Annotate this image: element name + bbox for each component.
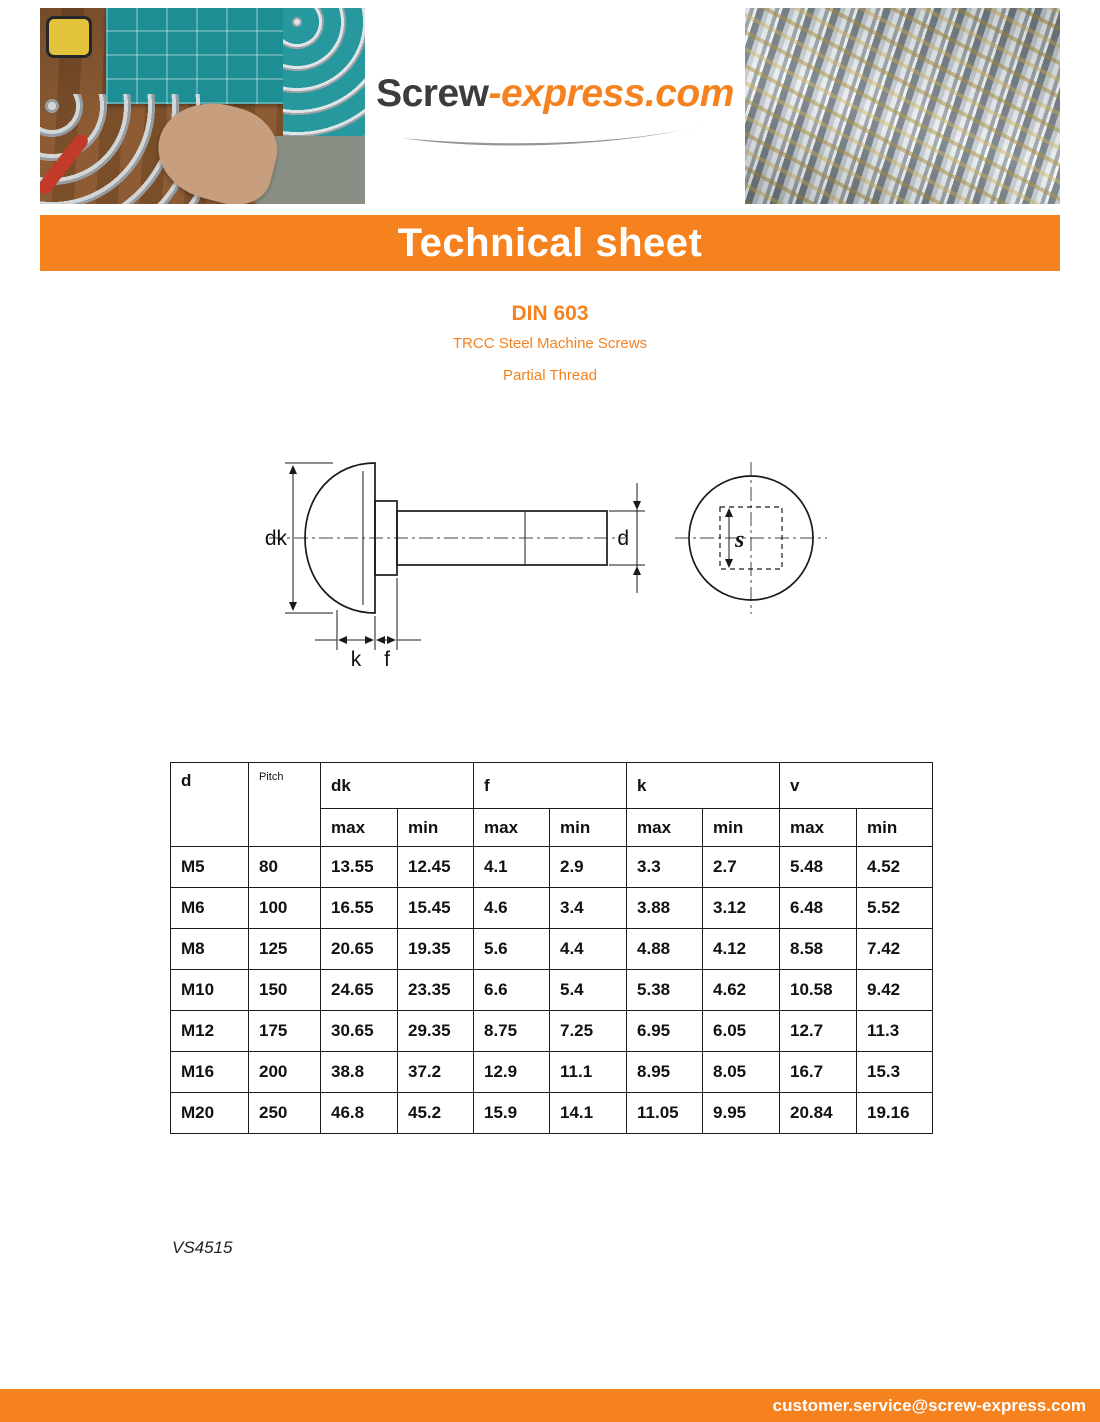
table-cell: 30.65 xyxy=(321,1011,398,1052)
row-size-label: M8 xyxy=(171,929,249,970)
table-cell: 15.9 xyxy=(474,1093,550,1134)
column-header-d: d xyxy=(171,763,249,847)
table-cell: 5.52 xyxy=(857,888,933,929)
workbench-photo xyxy=(40,8,365,204)
title-banner xyxy=(40,215,1060,271)
footer-bar xyxy=(0,1389,1100,1422)
table-cell: 19.35 xyxy=(398,929,474,970)
table-cell: 15.45 xyxy=(398,888,474,929)
table-cell: 11.1 xyxy=(550,1052,627,1093)
subheader-max: max xyxy=(321,809,398,847)
table-cell: 16.55 xyxy=(321,888,398,929)
row-size-label: M10 xyxy=(171,970,249,1011)
table-cell: 4.12 xyxy=(703,929,780,970)
table-cell: 6.05 xyxy=(703,1011,780,1052)
dimensions-table xyxy=(170,762,933,1134)
table-cell: 4.62 xyxy=(703,970,780,1011)
table-cell: 45.2 xyxy=(398,1093,474,1134)
parts-tray-2 xyxy=(283,8,365,136)
sheet-title: Technical sheet xyxy=(397,220,703,265)
logo-text-screw: Screw xyxy=(376,72,489,115)
table-row xyxy=(171,929,933,970)
table-cell: 6.48 xyxy=(780,888,857,929)
table-cell: 200 xyxy=(249,1052,321,1093)
table-cell: 5.48 xyxy=(780,847,857,888)
table-cell: 11.05 xyxy=(627,1093,703,1134)
table-cell: 46.8 xyxy=(321,1093,398,1134)
table-cell: 125 xyxy=(249,929,321,970)
dim-label-dk: dk xyxy=(264,527,287,550)
subheader-max: max xyxy=(627,809,703,847)
parts-tray xyxy=(106,8,284,104)
standard-title: DIN 603 xyxy=(511,302,589,325)
subheader-min: min xyxy=(398,809,474,847)
table-cell: 150 xyxy=(249,970,321,1011)
thread-type: Partial Thread xyxy=(503,367,597,384)
column-group-f: f xyxy=(474,763,627,809)
table-cell: 12.7 xyxy=(780,1011,857,1052)
table-cell: 5.38 xyxy=(627,970,703,1011)
table-cell: 15.3 xyxy=(857,1052,933,1093)
table-row xyxy=(171,888,933,929)
table-cell: 9.42 xyxy=(857,970,933,1011)
table-cell: 10.58 xyxy=(780,970,857,1011)
bolt-side-view xyxy=(265,463,645,670)
subheader-max: max xyxy=(474,809,550,847)
dim-label-s: s xyxy=(735,527,745,553)
row-size-label: M6 xyxy=(171,888,249,929)
subheader-max: max xyxy=(780,809,857,847)
table-cell: 19.16 xyxy=(857,1093,933,1134)
table-cell: 13.55 xyxy=(321,847,398,888)
table-cell: 8.58 xyxy=(780,929,857,970)
table-cell: 8.95 xyxy=(627,1052,703,1093)
column-group-dk: dk xyxy=(321,763,474,809)
table-cell: 80 xyxy=(249,847,321,888)
logo xyxy=(365,72,745,148)
table-cell: 20.65 xyxy=(321,929,398,970)
row-size-label: M16 xyxy=(171,1052,249,1093)
screws-pile-photo xyxy=(745,8,1060,204)
table-cell: 7.25 xyxy=(550,1011,627,1052)
logo-wordmark xyxy=(365,72,745,116)
table-cell: 6.6 xyxy=(474,970,550,1011)
table-cell: 250 xyxy=(249,1093,321,1134)
table-cell: 4.88 xyxy=(627,929,703,970)
table-cell: 8.05 xyxy=(703,1052,780,1093)
table-row xyxy=(171,1052,933,1093)
column-group-v: v xyxy=(780,763,933,809)
column-group-k: k xyxy=(627,763,780,809)
table-cell: 29.35 xyxy=(398,1011,474,1052)
table-cell: 4.1 xyxy=(474,847,550,888)
table-cell: 12.45 xyxy=(398,847,474,888)
dim-label-f: f xyxy=(384,648,390,670)
row-size-label: M5 xyxy=(171,847,249,888)
logo-swoosh xyxy=(395,122,715,148)
table-cell: 4.6 xyxy=(474,888,550,929)
table-row xyxy=(171,970,933,1011)
table-cell: 12.9 xyxy=(474,1052,550,1093)
table-cell: 5.6 xyxy=(474,929,550,970)
table-cell: 100 xyxy=(249,888,321,929)
table-cell: 14.1 xyxy=(550,1093,627,1134)
table-cell: 3.12 xyxy=(703,888,780,929)
table-cell: 3.88 xyxy=(627,888,703,929)
table-cell: 3.3 xyxy=(627,847,703,888)
column-header-pitch: Pitch xyxy=(249,763,321,847)
table-cell: 37.2 xyxy=(398,1052,474,1093)
row-size-label: M20 xyxy=(171,1093,249,1134)
table-cell: 16.7 xyxy=(780,1052,857,1093)
table-cell: 8.75 xyxy=(474,1011,550,1052)
table-row xyxy=(171,1011,933,1052)
logo-text-express: -express.com xyxy=(488,72,734,115)
table-row xyxy=(171,1093,933,1134)
table-cell: 4.4 xyxy=(550,929,627,970)
dim-label-d: d xyxy=(617,527,629,550)
bolt-drawing-svg xyxy=(263,438,843,670)
subheader-min: min xyxy=(703,809,780,847)
table-cell: 5.4 xyxy=(550,970,627,1011)
table-cell: 2.9 xyxy=(550,847,627,888)
table-cell: 9.95 xyxy=(703,1093,780,1134)
row-size-label: M12 xyxy=(171,1011,249,1052)
table-cell: 11.3 xyxy=(857,1011,933,1052)
table-cell: 23.35 xyxy=(398,970,474,1011)
table-cell: 38.8 xyxy=(321,1052,398,1093)
subheader-min: min xyxy=(550,809,627,847)
table-cell: 2.7 xyxy=(703,847,780,888)
bolt-top-view xyxy=(675,462,827,614)
document-reference: VS4515 xyxy=(172,1238,233,1257)
bolt-technical-drawing xyxy=(263,438,843,670)
subheader-min: min xyxy=(857,809,933,847)
table-cell: 7.42 xyxy=(857,929,933,970)
table-cell: 175 xyxy=(249,1011,321,1052)
table-cell: 4.52 xyxy=(857,847,933,888)
product-subtitle: TRCC Steel Machine Screws xyxy=(452,335,648,352)
table-group-header-row xyxy=(171,763,933,809)
table-cell: 6.95 xyxy=(627,1011,703,1052)
table-cell: 24.65 xyxy=(321,970,398,1011)
dim-label-k: k xyxy=(350,648,362,670)
contact-email: customer.service@screw-express.com xyxy=(772,1395,1086,1415)
table-cell: 3.4 xyxy=(550,888,627,929)
table-row xyxy=(171,847,933,888)
table-cell: 20.84 xyxy=(780,1093,857,1134)
tape-measure xyxy=(46,16,92,58)
